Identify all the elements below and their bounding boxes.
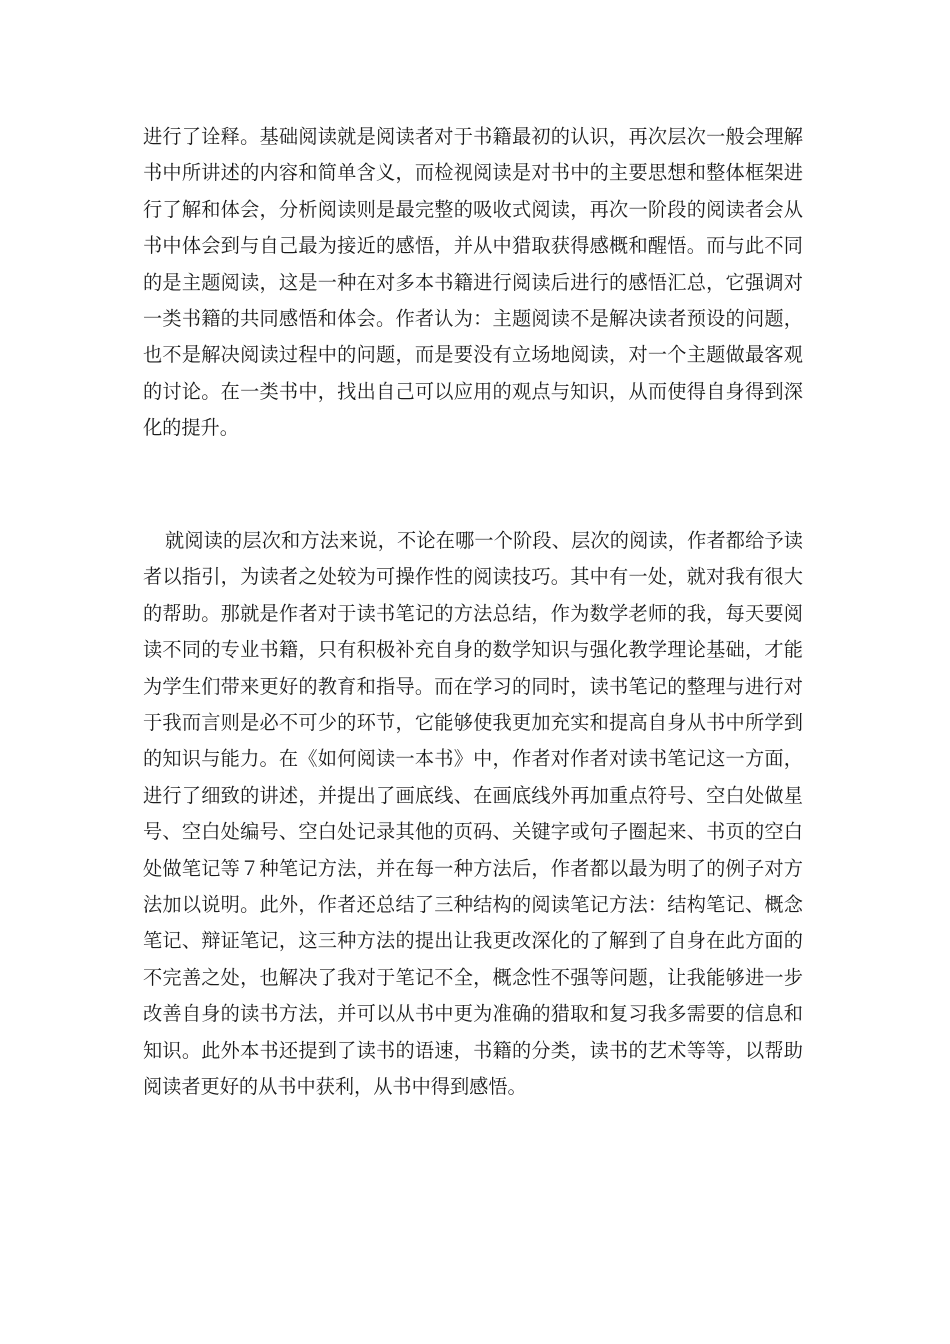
body-paragraph-1: 进行了诠释。基础阅读就是阅读者对于书籍最初的认识，再次层次一般会理解书中所讲述的内容和简单含义，而检视阅读是对书中的主要思想和整体框架进行了解和体会，分析阅读则是最完整的吸收式阅读，再次一阶段的阅读者会从书中体会到与自己最为接近的感悟，并从中猎取获得感概和醒悟。而与此不同的是主题阅读，这是一种在对多本书籍进行阅读后进行的感悟汇总，它强调对一类书籍的共同感悟和体会。作者认为：主题阅读不是解决读者预设的问题，也不是解决阅读过程中的问题，而是要没有立场地阅读，对一个主题做最客观的讨论。在一类书中，找出自己可以应用的观点与知识，从而使得自身得到深化的提升。 — [143, 125, 803, 440]
body-paragraph-2: 就阅读的层次和方法来说，不论在哪一个阶段、层次的阅读，作者都给予读者以指引，为读者之处较为可操作性的阅读技巧。其中有一处，就对我有很大的帮助。那就是作者对于读书笔记的方法总结，作为数学老师的我，每天要阅读不同的专业书籍，只有积极补充自身的数学知识与强化教学理论基础，才能为学生们带来更好的教育和指导。而在学习的同时，读书笔记的整理与进行对于我而言则是必不可少的环节，它能够使我更加充实和提高自身从书中所学到的知识与能力。在《如何阅读一本书》中，作者对作者对读书笔记这一方面，进行了细致的讲述，并提出了画底线、在画底线外再加重点符号、空白处做星号、空白处编号、空白处记录其他的页码、关键字或句子圈起来、书页的空白处做笔记等７种笔记方法，并在每一种方法后，作者都以最为明了的例子对方法加以说明。此外，作者还总结了三种结构的阅读笔记方法：结构笔记、概念笔记、辩证笔记，这三种方法的提出让我更改深化的了解到了自身在此方面的不完善之处，也解决了我对于笔记不全，概念性不强等问题，让我能够进一步改善自身的读书方法，并可以从书中更为准确的猎取和复习我多需要的信息和知识。此外本书还提到了读书的语速，书籍的分类，读书的艺术等等，以帮助阅读者更好的从书中获利，从书中得到感悟。 — [143, 529, 803, 1099]
